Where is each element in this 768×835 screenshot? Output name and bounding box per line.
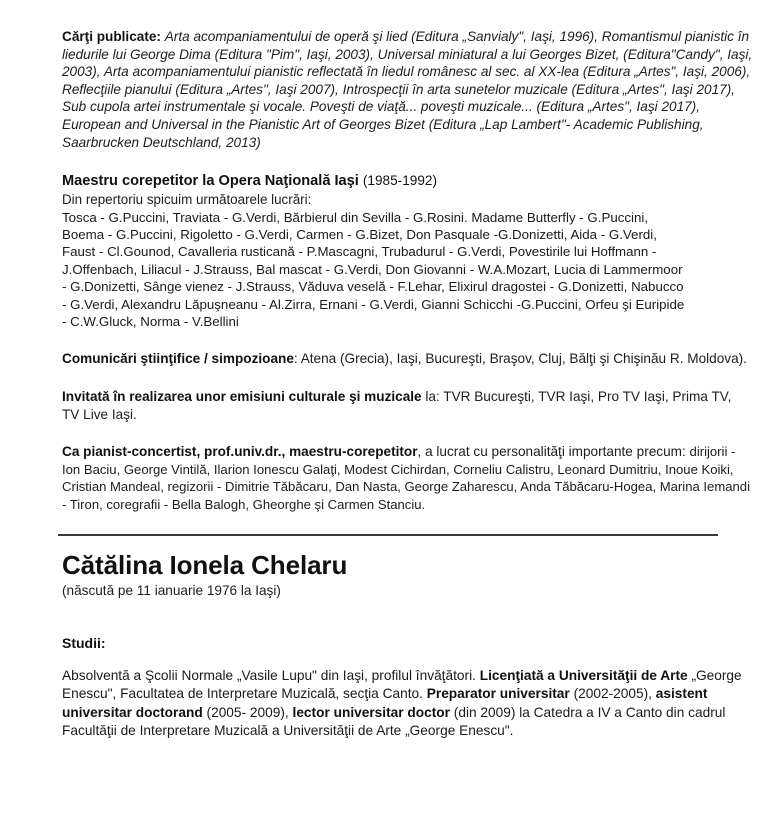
spacer — [62, 330, 754, 350]
person-birth-info: (născută pe 11 ianuarie 1976 la Iaşi) — [62, 582, 281, 598]
studies-body — [62, 667, 752, 741]
repertoire-line: Boema - G.Puccini, Rigoletto - G.Verdi, Carmen - G.Bizet, Don Pasquale -G.Donizetti, Aida - G.Verdi, — [62, 226, 657, 242]
section-books — [62, 28, 754, 151]
opera-heading-text: Maestru corepetitor la Opera Naţională Iaşi — [62, 173, 359, 190]
section-pianist — [62, 443, 752, 513]
communications-body: : Atena (Grecia), Iaşi, Bucureşti, Braşov, Cluj, Bălţi şi Chişinău R. Moldova). — [293, 351, 747, 367]
broadcasts-heading: Invitată în realizarea unor emisiuni culturale şi muzicale — [62, 389, 422, 404]
pianist-names: dirijorii - Ion Baciu, George Vintilă, Ilarion Ionescu Galaţi, Modest Cichirdan, Corneliu Calistru, Leonard Dumitriu, Inoue Koiki, Cristian Mandeal, regizorii - Dimitrie Tăbăcaru, Dan Nasta, George Zaharescu, Anda Tăbăcaru-Hogea, Marina Iemandi - Tiron, coregrafii - Bella Balogh, Gheorghe şi Carmen Stanciu. — [62, 444, 750, 512]
repertoire-line: - G.Verdi, Alexandru Lăpuşneanu - Al.Zirra, Ernani - G.Verdi, Gianni Schicchi -G.Puccini, Orfeu şi Euripide — [62, 296, 685, 312]
studies-line1-a: Absolventă a Şcolii Normale „Vasile Lupu" din Iaşi, profilul învăţători. — [62, 667, 480, 683]
section-opera-heading — [62, 171, 754, 191]
spacer — [62, 536, 754, 550]
communications-heading: Comunicări ştiinţifice / simpozioane — [62, 351, 294, 367]
spacer — [62, 368, 754, 388]
opera-intro: Din repertoriu spicuim următoarele lucrări: — [62, 192, 312, 208]
studies-line2-c: asistent universitar doctorand — [62, 686, 708, 720]
spacer — [62, 600, 754, 620]
opera-repertoire-list — [62, 209, 754, 331]
opera-heading-years: (1985-1992) — [362, 173, 437, 189]
repertoire-line: Tosca - G.Puccini, Traviata - G.Verdi, Bărbierul din Sevilla - G.Rosini. Madame Butterfly - G.Puccini, — [62, 209, 649, 225]
studies-line2-b: (2002-2005), — [569, 686, 656, 702]
spacer — [62, 151, 754, 171]
studies-line2-a: Preparator universitar — [426, 686, 570, 702]
repertoire-line: J.Offenbach, Liliacul - J.Strauss, Bal mascat - G.Verdi, Don Giovanni - W.A.Mozart, Lucia di Lammermoor — [62, 261, 683, 277]
studies-line1-c: „George Enescu", Facultatea de Interpretare Muzicală, secţia Canto. — [62, 667, 742, 702]
pianist-heading: Ca pianist-concertist, prof.univ.dr., maestru-corepetitor — [62, 444, 418, 460]
books-heading: Cărţi publicate: — [62, 29, 161, 44]
repertoire-line: Faust - Cl.Gounod, Cavalleria rusticană - P.Mascagni, Trubadurul - G.Verdi, Povestirile lui Hoffmann - — [62, 244, 657, 260]
section-broadcasts — [62, 388, 752, 423]
books-body: Arta acompaniamentului de operă şi lied (Editura „Sanvialy", Iaşi, 1996), Romantismul pianistic în liedurile lui George Dima (Editura "Pim", Iaşi, 2003), Universal miniatural a lui Georges Bizet, (Editura"Candy", Iaşi, 2003), Arta acompaniamentului pianistic reflectată în liedul românesc al sec. al XX-lea (Editura „Artes", Iaşi, 2006), Reflecţiile pianului (Editura „Artes", Iaşi 2007), Introspecţii în arta sunetelor muzicale (Editura „Artes", Iaşi 2017), Sub cupola artei instrumentale şi vocale. Poveşti de viaţă... poveşti muzicale... (Editura „Artes", Iaşi 2017), European and Universal in the Pianistic Art of Georges Bizet (Editura „Lap Lambert"- Academic Publishing, Saarbrucken Deutschland, 2013) — [62, 29, 753, 150]
section-communications — [62, 350, 752, 368]
studies-line2-d: (2005- 2009), — [202, 704, 289, 720]
repertoire-line: - C.W.Gluck, Norma - V.Bellini — [62, 314, 239, 329]
broadcasts-body: la: TVR Bucureşti, TVR Iaşi, Pro TV Iaşi, Prima TV, TV Live Iaşi. — [62, 389, 732, 422]
studies-line3-b: (din 2009) la Catedra a IV a Canto din cadrul Facultăţii de Interpretare Muzicală a Universităţii de Arte „George Enescu". — [62, 704, 726, 739]
studies-line3-a: lector universitar doctor — [292, 704, 450, 720]
page-title-person-name: Cătălina Ionela Chelaru — [62, 549, 348, 580]
spacer — [62, 423, 754, 443]
studies-line1-b: Licenţiată a Universităţii de Arte — [479, 667, 688, 683]
pianist-lead: , a lucrat cu personalităţi importante precum: — [417, 444, 690, 460]
spacer — [62, 514, 754, 534]
repertoire-line: - G.Donizetti, Sânge vienez - J.Strauss, Văduva veselă - F.Lehar, Elixirul dragostei - G.Donizetti, Nabucco — [62, 279, 684, 295]
studies-heading: Studii: — [62, 634, 106, 651]
